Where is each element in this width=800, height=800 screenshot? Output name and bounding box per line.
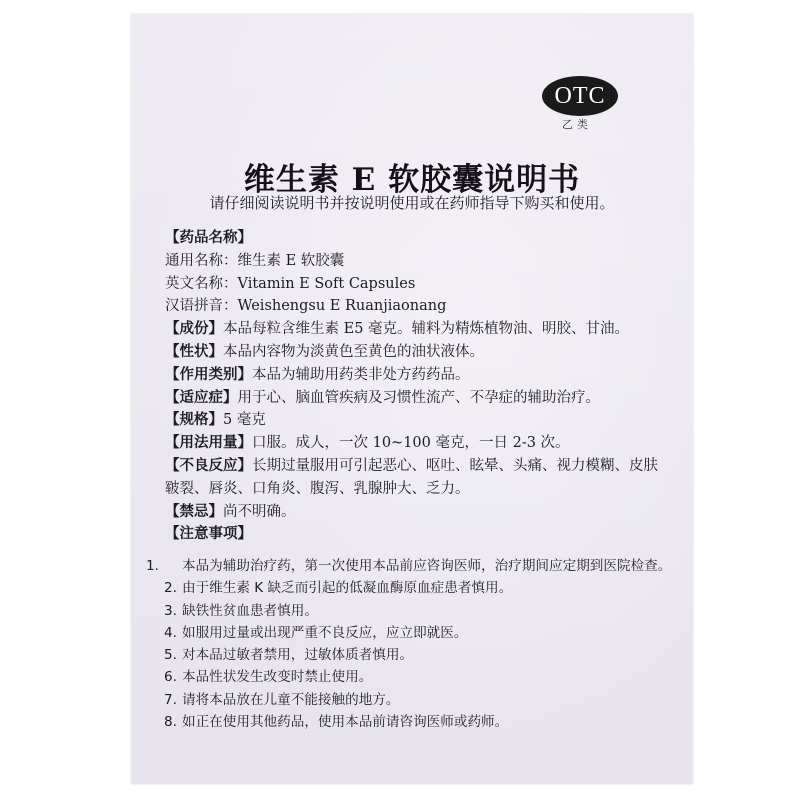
precaution-text: 如服用过量或出现严重不良反应，应立即就医。 bbox=[182, 624, 468, 641]
precaution-item bbox=[164, 577, 674, 599]
precaution-item bbox=[164, 666, 674, 688]
english-name-label: 英文名称： bbox=[165, 275, 238, 292]
precaution-item bbox=[164, 689, 674, 711]
precaution-text: 本品为辅助治疗药，第一次使用本品前应咨询医师，治疗期间应定期到医院检查。 bbox=[182, 558, 672, 574]
precaution-text: 由于维生素 K 缺乏而引起的低凝血酶原血症患者慎用。 bbox=[182, 580, 513, 597]
adverse-label: 【不良反应】 bbox=[165, 456, 252, 474]
drug-name-header: 【药品名称】 bbox=[165, 229, 252, 246]
generic-name-row bbox=[165, 250, 665, 273]
precaution-number: 6. bbox=[164, 669, 177, 686]
notes-header: 【注意事项】 bbox=[165, 525, 252, 543]
dosage-label: 【用法用量】 bbox=[165, 434, 252, 452]
contraindications-label: 【禁忌】 bbox=[165, 502, 223, 520]
adverse-row bbox=[165, 455, 665, 501]
composition-value: 本品每粒含维生素 E5 毫克。辅料为精炼植物油、明胶、甘油。 bbox=[223, 321, 630, 338]
precaution-text: 如正在使用其他药品，使用本品前请咨询医师或药师。 bbox=[182, 714, 509, 731]
generic-name-value: 维生素 E 软胶囊 bbox=[237, 252, 345, 269]
precaution-text: 缺铁性贫血患者慎用。 bbox=[182, 602, 318, 619]
precaution-number: 5. bbox=[164, 647, 177, 664]
composition-label: 【成份】 bbox=[165, 320, 223, 338]
precaution-number: 8. bbox=[164, 714, 177, 731]
indications-value: 用于心、脑血管疾病及习惯性流产、不孕症的辅助治疗。 bbox=[237, 389, 600, 406]
pinyin-name-label: 汉语拼音： bbox=[165, 298, 238, 315]
dosage-value: 口服。成人，一次 10~100 毫克，一日 2-3 次。 bbox=[252, 435, 570, 452]
precaution-number: 7. bbox=[164, 691, 177, 708]
precaution-text: 请将本品放在儿童不能接触的地方。 bbox=[182, 691, 400, 708]
precaution-item bbox=[164, 622, 674, 644]
adverse-value: 长期过量服用可引起恶心、呕吐、眩晕、头痛、视力模糊、皮肤皲裂、唇炎、口角炎、腹泻、乳腺肿大、乏力。 bbox=[165, 457, 658, 497]
spec-value: 5 毫克 bbox=[223, 412, 266, 429]
pinyin-name-row bbox=[165, 295, 665, 318]
precautions-list bbox=[146, 555, 674, 733]
dosage-row bbox=[165, 432, 665, 455]
generic-name-label: 通用名称： bbox=[165, 252, 238, 269]
spec-label: 【规格】 bbox=[165, 411, 223, 429]
indications-row bbox=[165, 387, 665, 410]
contraindications-value: 尚不明确。 bbox=[223, 503, 296, 520]
otc-badge-text: OTC bbox=[554, 83, 606, 109]
precaution-item bbox=[164, 600, 674, 622]
contraindications-row bbox=[165, 501, 665, 524]
english-name-row bbox=[165, 273, 665, 296]
properties-label: 【性状】 bbox=[165, 342, 223, 360]
precaution-number: 2. bbox=[164, 580, 177, 597]
precaution-number: 1. bbox=[146, 558, 159, 574]
leaflet-body bbox=[165, 227, 665, 546]
category-row bbox=[165, 364, 665, 387]
precaution-item bbox=[164, 644, 674, 666]
english-name-value: Vitamin E Soft Capsules bbox=[237, 275, 416, 292]
precaution-number: 3. bbox=[164, 602, 177, 619]
pinyin-name-value: Weishengsu E Ruanjiaonang bbox=[237, 298, 447, 315]
indications-label: 【适应症】 bbox=[165, 388, 238, 406]
precaution-item bbox=[164, 711, 674, 733]
category-label: 【作用类别】 bbox=[165, 365, 252, 383]
properties-value: 本品内容物为淡黄色至黄色的油状液体。 bbox=[223, 343, 484, 360]
precaution-number: 4. bbox=[164, 624, 177, 641]
composition-row bbox=[165, 318, 665, 341]
document-subtitle: 请仔细阅读说明书并按说明使用或在药师指导下购买和使用。 bbox=[209, 194, 615, 212]
otc-badge bbox=[542, 76, 618, 116]
spec-row bbox=[165, 409, 665, 432]
precaution-item bbox=[146, 555, 674, 577]
otc-class-label: 乙类 bbox=[562, 118, 592, 131]
document-title: 维生素 E 软胶囊说明书 bbox=[243, 162, 581, 198]
properties-row bbox=[165, 341, 665, 364]
leaflet-sheet bbox=[131, 14, 693, 784]
category-value: 本品为辅助用药类非处方药药品。 bbox=[252, 366, 470, 383]
precaution-text: 本品性状发生改变时禁止使用。 bbox=[182, 669, 373, 686]
precaution-text: 对本品过敏者禁用，过敏体质者慎用。 bbox=[182, 647, 414, 664]
